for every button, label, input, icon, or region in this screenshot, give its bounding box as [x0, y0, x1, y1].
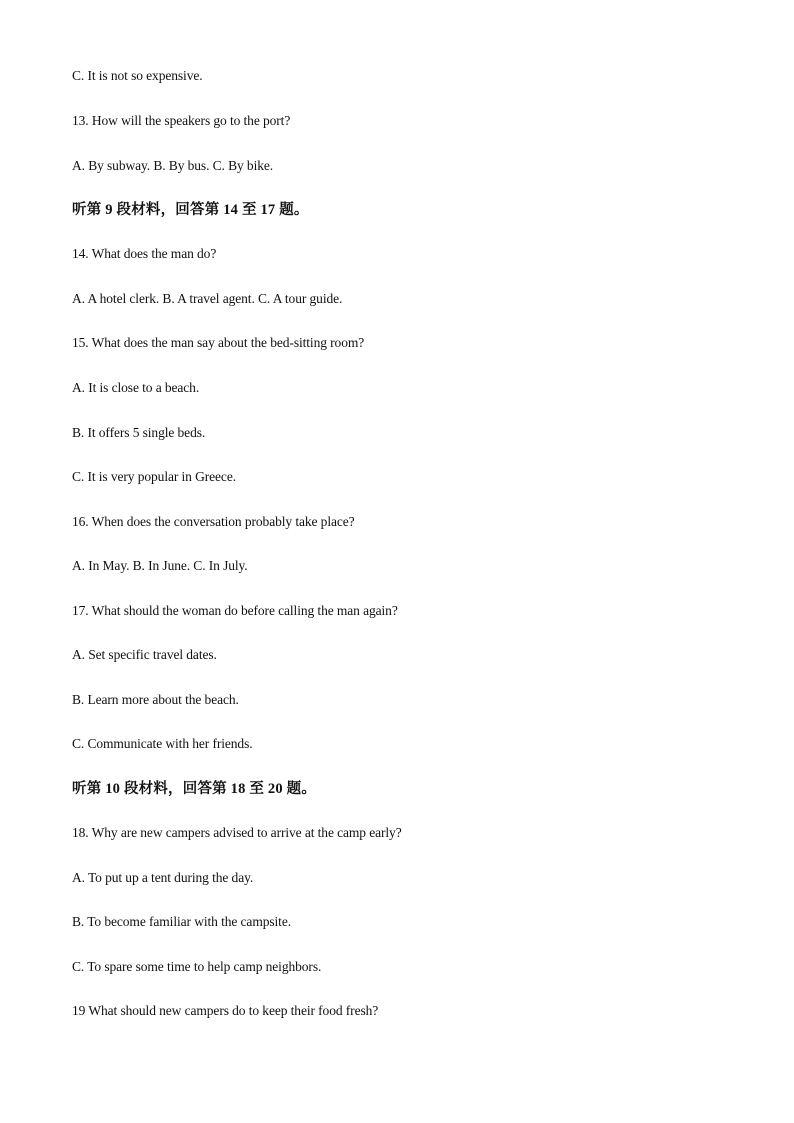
- option-18a: A. To put up a tent during the day.: [72, 870, 254, 885]
- question-13: 13. How will the speakers go to the port?: [72, 113, 291, 128]
- option-12c: C. It is not so expensive.: [72, 68, 203, 83]
- option-18c: C. To spare some time to help camp neighbors.: [72, 959, 322, 974]
- options-13: A. By subway. B. By bus. C. By bike.: [72, 158, 274, 173]
- options-16: A. In May. B. In June. C. In July.: [72, 558, 248, 573]
- option-15c: C. It is very popular in Greece.: [72, 469, 236, 484]
- question-14: 14. What does the man do?: [72, 246, 217, 261]
- question-19: 19 What should new campers do to keep their food fresh?: [72, 1003, 379, 1018]
- question-18: 18. Why are new campers advised to arrive at the camp early?: [72, 825, 402, 840]
- section-heading-10: 听第 10 段材料，回答第 18 至 20 题。: [72, 781, 317, 797]
- option-17c: C. Communicate with her friends.: [72, 736, 253, 751]
- question-17: 17. What should the woman do before calling the man again?: [72, 603, 398, 618]
- question-15: 15. What does the man say about the bed-sitting room?: [72, 335, 365, 350]
- question-16: 16. When does the conversation probably take place?: [72, 514, 355, 529]
- option-17a: A. Set specific travel dates.: [72, 647, 217, 662]
- section-heading-9: 听第 9 段材料，回答第 14 至 17 题。: [72, 202, 309, 218]
- option-15b: B. It offers 5 single beds.: [72, 425, 206, 440]
- option-18b: B. To become familiar with the campsite.: [72, 914, 291, 929]
- option-17b: B. Learn more about the beach.: [72, 692, 239, 707]
- options-14: A. A hotel clerk. B. A travel agent. C. A tour guide.: [72, 291, 343, 306]
- option-15a: A. It is close to a beach.: [72, 380, 200, 395]
